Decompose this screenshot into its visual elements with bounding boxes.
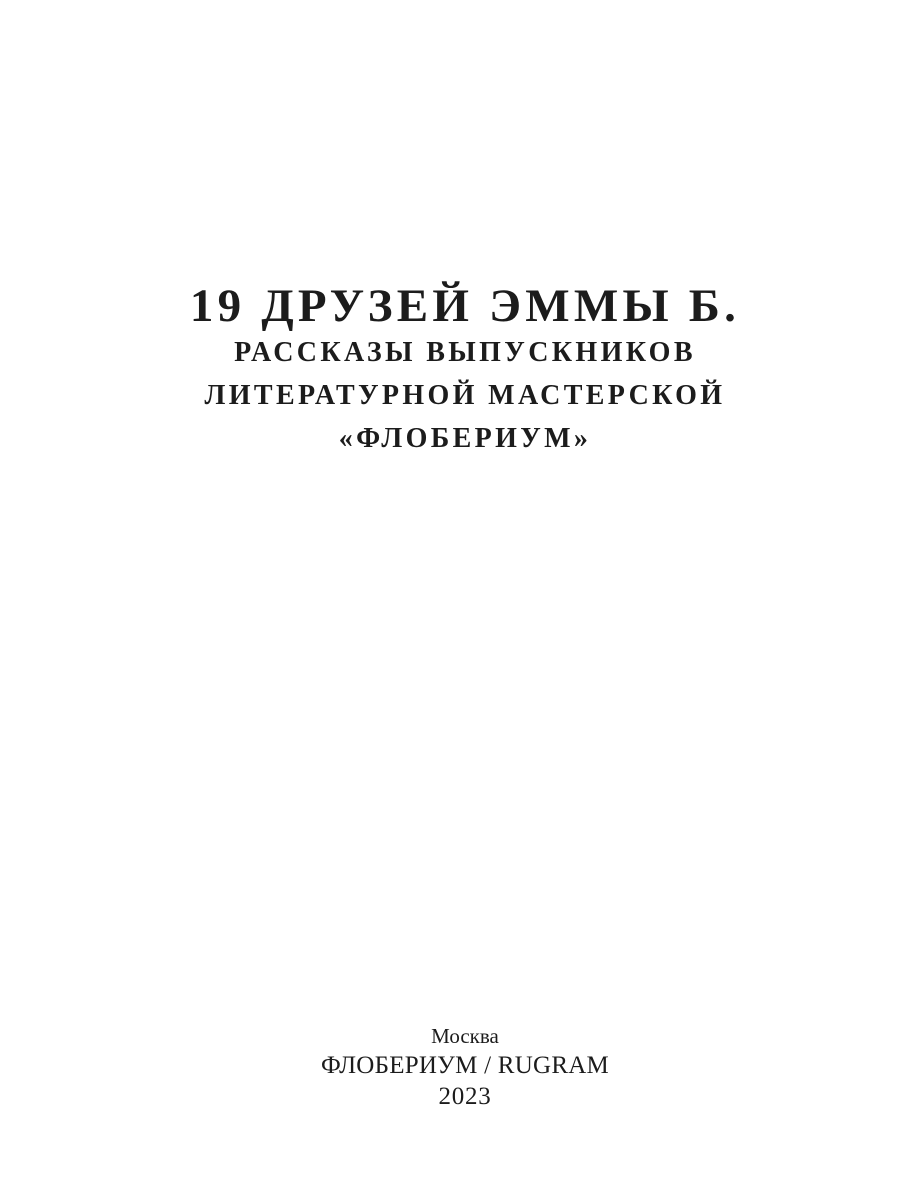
imprint-city: Москва xyxy=(431,1024,499,1048)
imprint-publisher: ФЛОБЕРИУМ / RUGRAM xyxy=(320,1052,610,1079)
imprint-year: 2023 xyxy=(438,1083,492,1110)
subtitle-line-3: «ФЛОБЕРИУМ» xyxy=(338,423,592,454)
subtitle-line-2: ЛИТЕРАТУРНОЙ МАСТЕРСКОЙ xyxy=(204,380,726,411)
book-title: 19 ДРУЗЕЙ ЭММЫ Б. xyxy=(189,280,741,333)
subtitle-line-1: РАССКАЗЫ ВЫПУСКНИКОВ xyxy=(234,337,696,368)
imprint-block xyxy=(30,1022,900,1112)
book-subtitle xyxy=(30,331,900,460)
